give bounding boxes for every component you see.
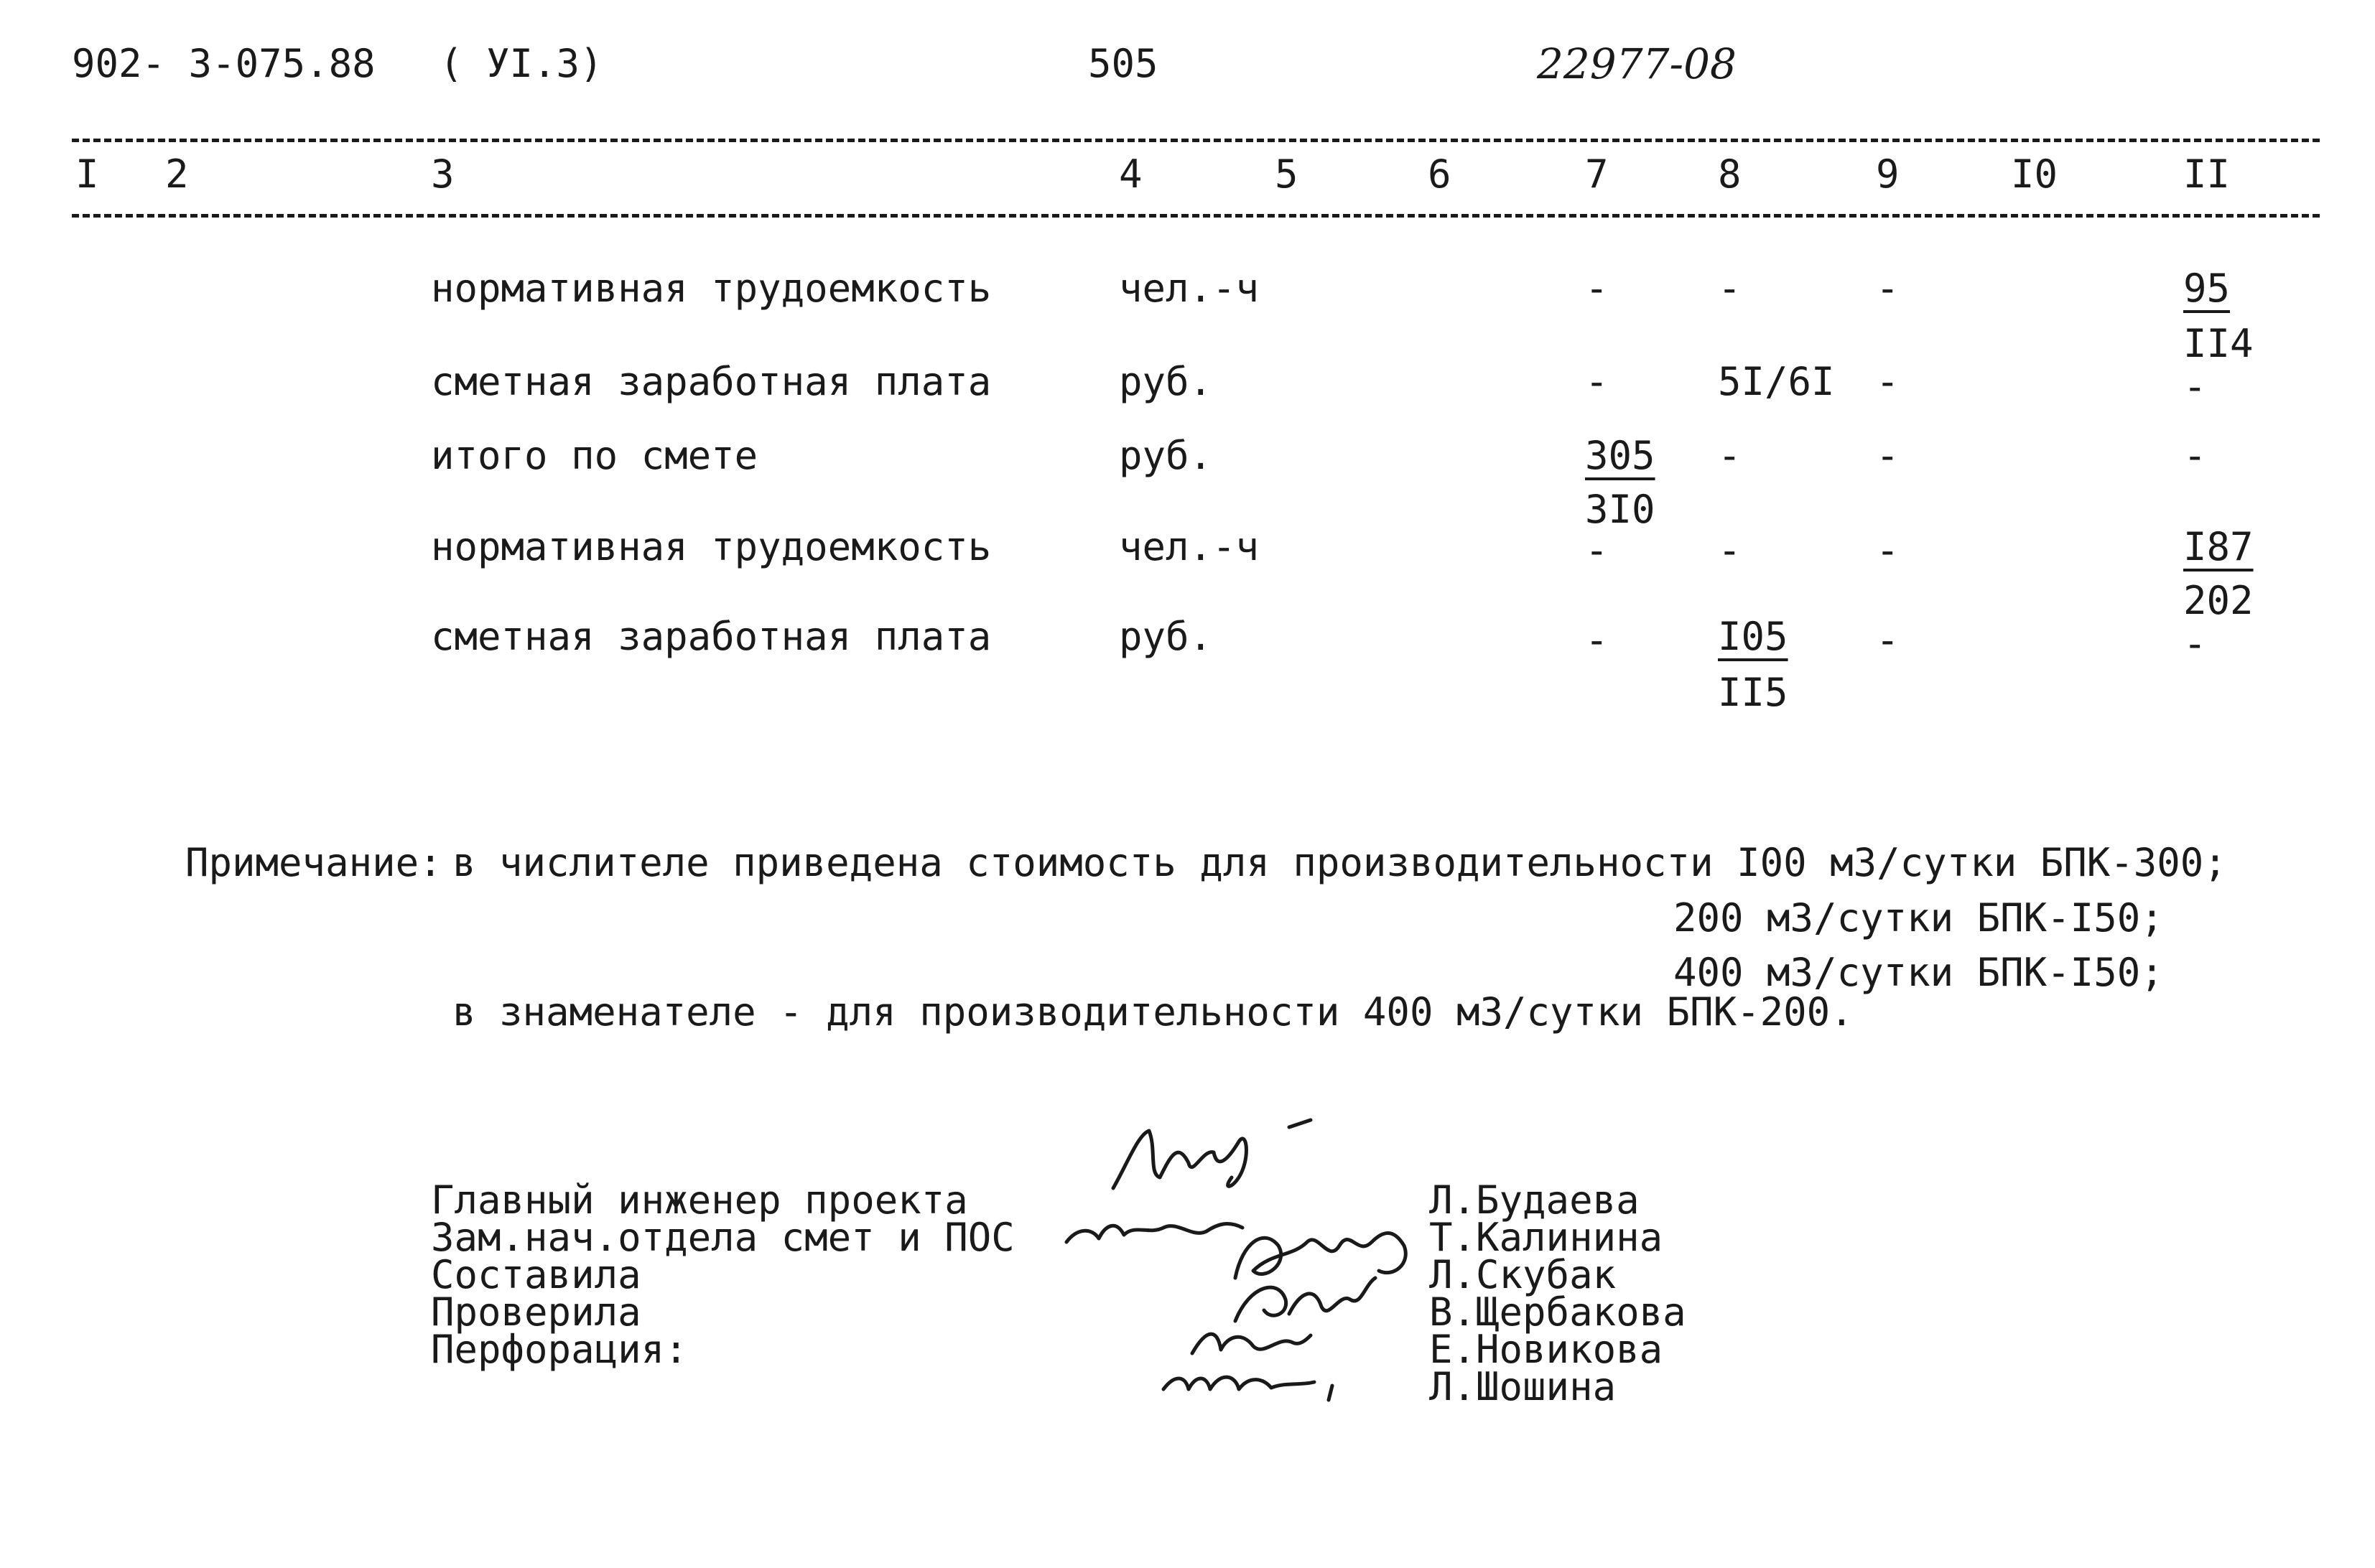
row-3-unit: руб. [1119,433,1213,478]
row-1-name: нормативная трудоемкость [431,266,992,311]
album-number: ( УI.3) [440,41,603,86]
table-top-rule [72,139,2320,142]
note-line-3: 400 м3/сутки БПК-I50; [1673,950,2164,995]
column-number-8: 8 [1718,151,1742,197]
row-3-col11: - [2183,433,2207,478]
row-2-name: сметная заработная плата [431,359,992,404]
row-4-col7: - [1585,528,1609,573]
column-number-10: I0 [2011,151,2058,197]
column-number-4: 4 [1119,151,1143,197]
doc-code: 902- 3-075.88 [72,41,376,86]
row-1-col11-denominator: II4 [2183,321,2254,366]
row-1-col7: - [1585,266,1609,311]
signatory-role-2: Зам.нач.отдела смет и ПОС [431,1215,1015,1260]
row-2-col9: - [1876,359,1900,404]
row-4-name: нормативная трудоемкость [431,524,992,569]
signatory-name-2: Т.Калинина [1429,1215,1663,1260]
row-5-col8-denominator: II5 [1718,670,1788,715]
column-number-2: 2 [165,151,189,197]
table-header-rule [72,214,2320,218]
column-number-5: 5 [1275,151,1298,197]
row-3-col8: - [1718,433,1742,478]
note-line-4: в знаменателе - для производительности 400 м3/сутки БПК-200. [452,989,1854,1035]
row-2-col8: 5I/6I [1718,359,1835,404]
row-2-col7: - [1585,359,1609,404]
signatory-name-1: Л.Будаева [1429,1177,1640,1223]
row-2-col11: - [2183,364,2207,409]
signature-budaeva [1106,1120,1336,1199]
note-line-1: в числителе приведена стоимость для производительности I00 м3/сутки БПК-300; [452,840,2227,885]
row-5-name: сметная заработная плата [431,614,992,659]
row-4-unit: чел.-ч [1119,524,1260,569]
row-4-col11-denominator: 202 [2183,578,2254,623]
row-4-col11-numerator: I87 [2183,524,2254,569]
page-number: 505 [1088,41,1158,86]
row-5-col11: - [2183,621,2207,666]
row-3-name: итого по смете [431,433,758,478]
row-5-col9: - [1876,617,1900,663]
column-number-3: 3 [431,151,455,197]
signatory-name-4: В.Щербакова [1429,1289,1686,1335]
signature-novikova [1185,1321,1314,1364]
signatory-role-4: Проверила [431,1289,641,1335]
row-3-col7-numerator: 305 [1585,433,1655,478]
row-1-col11-numerator: 95 [2183,266,2231,311]
row-3-col9: - [1876,433,1900,478]
column-number-11: II [2183,151,2231,197]
note-label: Примечание: [185,840,442,885]
row-1-col8: - [1718,266,1742,311]
row-5-unit: руб. [1119,614,1213,659]
note-line-2: 200 м3/сутки БПК-I50; [1673,895,2164,941]
column-number-9: 9 [1876,151,1900,197]
signatory-name-5: Е.Новикова [1429,1327,1663,1372]
inventory-number: 22977-08 [1537,39,1737,88]
row-1-col9: - [1876,266,1900,311]
signatory-role-1: Главный инженер проекта [431,1177,968,1223]
signatory-name-6: Л.Шошина [1429,1364,1617,1409]
signatory-role-3: Составила [431,1252,641,1297]
column-number-1: I [75,151,99,197]
signatory-role-5: Перфорация: [431,1327,688,1372]
signatory-name-3: Л.Скубак [1429,1252,1617,1297]
row-1-unit: чел.-ч [1119,266,1260,311]
column-number-6: 6 [1428,151,1451,197]
row-5-col8-numerator: I05 [1718,614,1788,659]
signature-shoshina [1156,1361,1357,1404]
row-4-col9: - [1876,528,1900,573]
row-2-unit: руб. [1119,359,1213,404]
column-number-7: 7 [1585,151,1609,197]
row-3-col7-denominator: 3I0 [1585,487,1655,532]
row-4-col8: - [1718,528,1742,573]
row-5-col7: - [1585,617,1609,663]
